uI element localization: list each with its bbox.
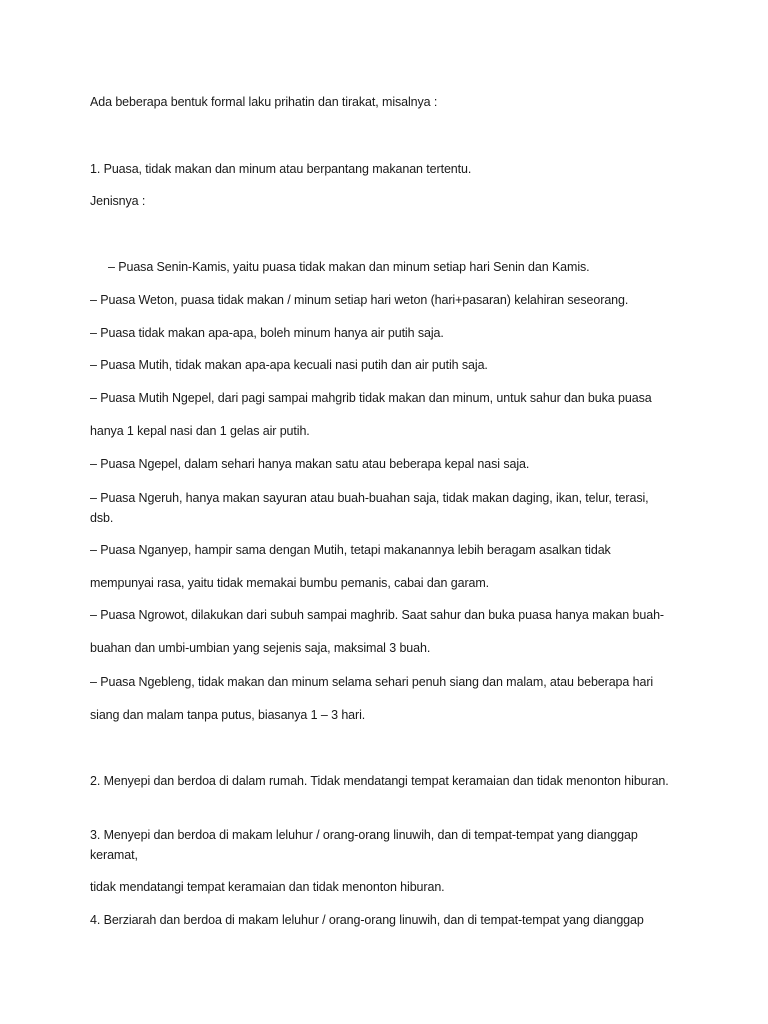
item-3-menyepi-makam: 3. Menyepi dan berdoa di makam leluhur / orang-orang linuwih, dan di tempat-tempat yang dianggap keramat,: [90, 828, 638, 862]
list-item-nganyep-cont: mempunyai rasa, yaitu tidak memakai bumbu pemanis, cabai dan garam.: [90, 576, 490, 590]
item-2-menyepi-rumah: 2. Menyepi dan berdoa di dalam rumah. Tidak mendatangi tempat keramaian dan tidak menonton hiburan.: [90, 774, 669, 788]
list-item-ngrowot-cont: buahan dan umbi-umbian yang sejenis saja, maksimal 3 buah.: [90, 641, 431, 655]
list-item-ngebleng: – Puasa Ngebleng, tidak makan dan minum selama sehari penuh siang dan malam, atau beberapa hari: [90, 675, 654, 689]
item-1-puasa: 1. Puasa, tidak makan dan minum atau berpantang makanan tertentu.: [90, 162, 472, 176]
list-item-mutih-ngepel: – Puasa Mutih Ngepel, dari pagi sampai mahgrib tidak makan dan minum, untuk sahur dan buka puasa: [90, 391, 652, 405]
item-3-continuation: tidak mendatangi tempat keramaian dan tidak menonton hiburan.: [90, 880, 445, 894]
jenis-label: Jenisnya :: [90, 194, 146, 208]
list-item-ngrowot: – Puasa Ngrowot, dilakukan dari subuh sampai maghrib. Saat sahur dan buka puasa hanya makan buah-: [90, 608, 664, 622]
list-item-ngeruh: – Puasa Ngeruh, hanya makan sayuran atau buah-buahan saja, tidak makan daging, ikan, telur, terasi, dsb.: [90, 491, 649, 525]
item-4-berziarah: 4. Berziarah dan berdoa di makam leluhur / orang-orang linuwih, dan di tempat-tempat yang dianggap: [90, 913, 644, 927]
list-item-weton: – Puasa Weton, puasa tidak makan / minum setiap hari weton (hari+pasaran) kelahiran seseorang.: [90, 293, 629, 307]
list-item-nganyep: – Puasa Nganyep, hampir sama dengan Mutih, tetapi makanannya lebih beragam asalkan tidak: [90, 543, 611, 557]
list-item-mutih-ngepel-cont: hanya 1 kepal nasi dan 1 gelas air putih.: [90, 424, 310, 438]
list-item-tidak-makan: – Puasa tidak makan apa-apa, boleh minum hanya air putih saja.: [90, 326, 444, 340]
intro-paragraph: Ada beberapa bentuk formal laku prihatin dan tirakat, misalnya :: [90, 95, 438, 109]
list-item-mutih: – Puasa Mutih, tidak makan apa-apa kecuali nasi putih dan air putih saja.: [90, 358, 488, 372]
list-item-senin-kamis: – Puasa Senin-Kamis, yaitu puasa tidak makan dan minum setiap hari Senin dan Kamis.: [108, 260, 590, 274]
list-item-ngepel: – Puasa Ngepel, dalam sehari hanya makan satu atau beberapa kepal nasi saja.: [90, 457, 530, 471]
list-item-ngebleng-cont: siang dan malam tanpa putus, biasanya 1 – 3 hari.: [90, 708, 366, 722]
